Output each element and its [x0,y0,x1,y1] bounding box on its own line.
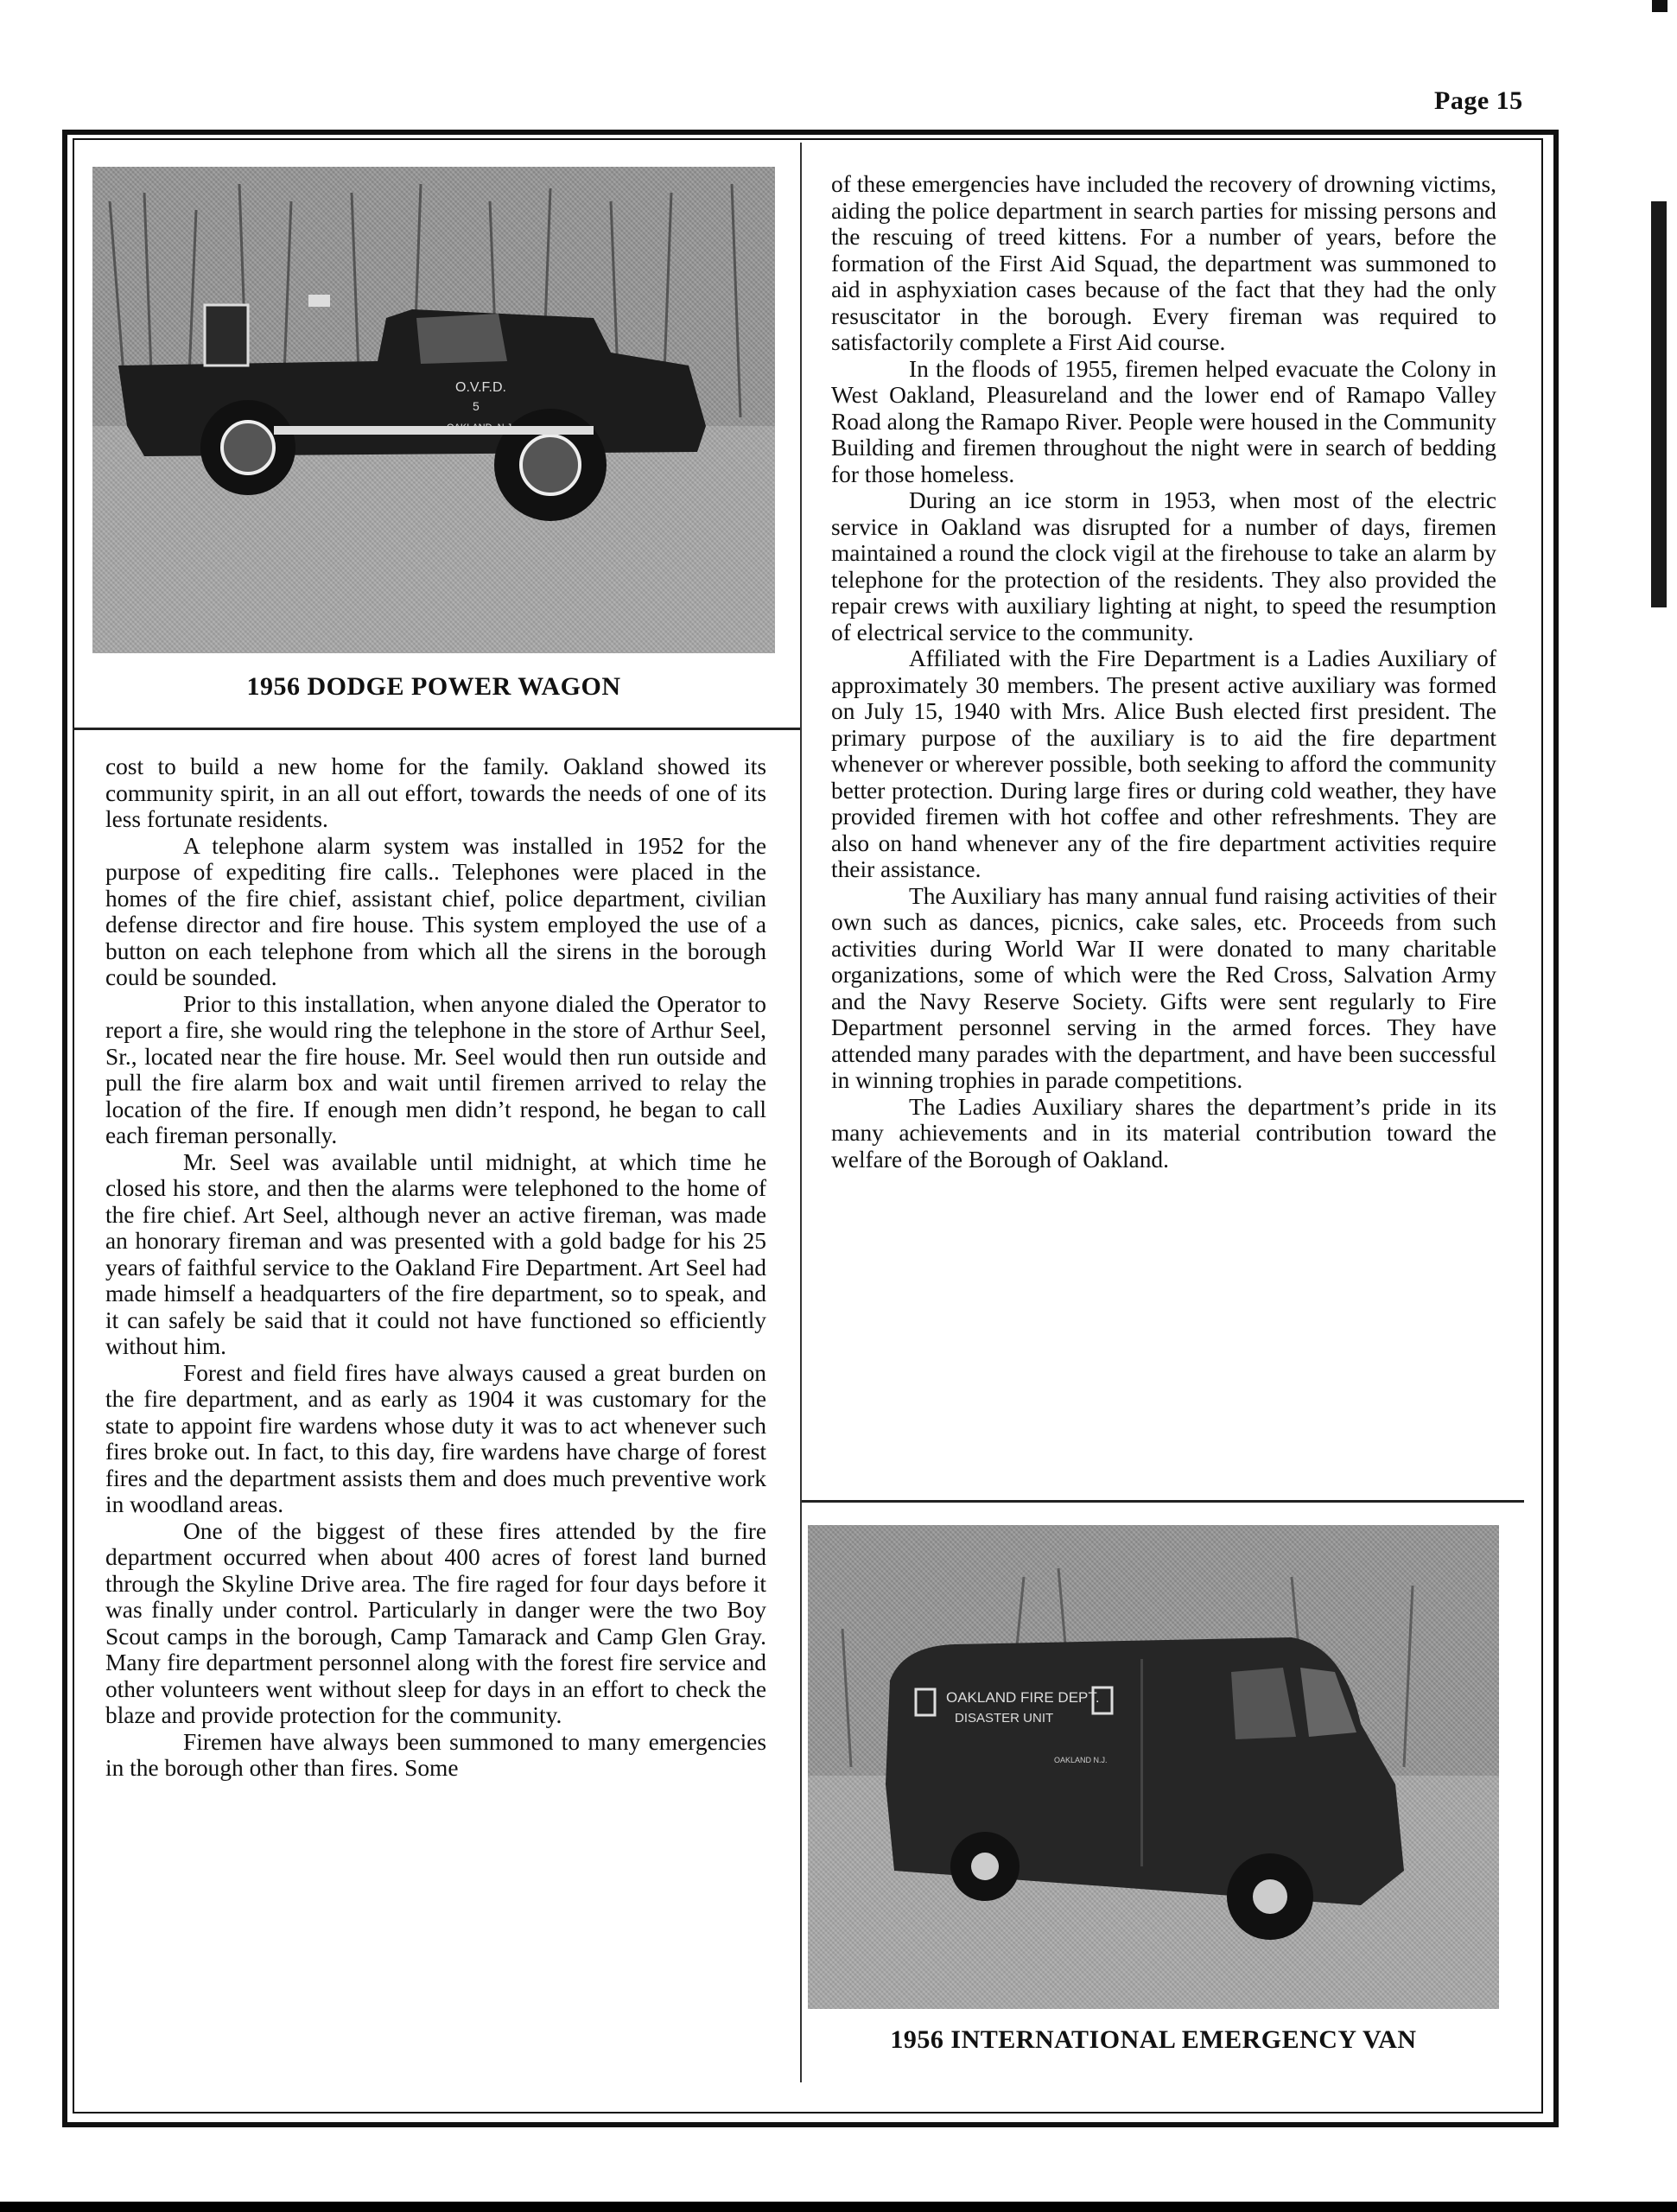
paragraph: Affiliated with the Fire Department is a Ladies Auxiliary of approximately 30 members. The present active auxiliary was formed on July 15, 1940 with Mrs. Alice Bush elected first president. The primary purpose of the auxiliary is to aid the fire department whenever or wherever possible, both seeking to afford the community better protection. During large fires or during cold weather, they have provided firemen with hot coffee and other refreshments. They are also on hand whenever any of the fire department activities require their assistance. [831,645,1496,882]
svg-text:OAKLAND, N.J.: OAKLAND, N.J. [447,423,515,433]
column-divider [800,143,802,2082]
article-column-right [831,171,1496,1173]
scan-artifact-corner [1652,0,1667,12]
paragraph: Mr. Seel was available until midnight, at which time he closed his store, and then the alarms were telephoned to the home of the fire chief. Art Seel, although never an active fireman, was made an honorary fireman and was presented with a gold badge for his 25 years of faithful service to the Oakland Fire Department. Art Seel had made himself a headquarters of the fire department, so to speak, and it can safely be said that it could not have functioned so efficiently without him. [105,1148,766,1359]
photo-caption-dodge: 1956 DODGE POWER WAGON [246,672,621,701]
paragraph: Forest and field fires have always caused a great burden on the fire department, and as early as 1904 it was customary for the state to appoint fire wardens whose duty it was to act whenever such fires broke out. In fact, to this day, fire wardens have charge of forest fires and the department assists them and does much preventive work in woodland areas. [105,1359,766,1517]
paragraph: of these emergencies have included the recovery of drowning victims, aiding the police department in search parties for missing persons and the rescuing of treed kittens. For a number of years, before the formation of the First Aid Squad, the department was summoned to aid in asphyxiation cases because of the fact that they had the only resuscitator in the borough. Every fireman was required to satisfactorily complete a First Aid course. [831,171,1496,355]
scan-artifact-bottom-bar [0,2202,1677,2212]
svg-text:OAKLAND N.J.: OAKLAND N.J. [1054,1756,1108,1764]
photo-dodge-power-wagon [92,167,775,653]
section-rule-left [73,728,800,730]
section-rule-right [802,1500,1524,1503]
paragraph: Firemen have always been summoned to many emergencies in the borough other than fires. Some [105,1728,766,1781]
svg-text:O.V.F.D.: O.V.F.D. [455,380,506,395]
svg-text:DISASTER UNIT: DISASTER UNIT [955,1711,1054,1726]
article-column-left [105,753,766,1782]
paragraph: Prior to this installation, when anyone dialed the Operator to report a fire, she would ring the telephone in the store of Arthur Seel, Sr., located near the fire house. Mr. Seel would then run outside and pull the fire alarm box and wait until firemen arrived to relay the location of the fire. If enough men didn’t respond, he began to call each fireman personally. [105,990,766,1148]
paragraph: In the floods of 1955, firemen helped evacuate the Colony in West Oakland, Pleasureland and the lower end of Ramapo Valley Road along the Ramapo River. People were housed in the Community Building and firemen throughout the night were in search of bedding for those homeless. [831,355,1496,487]
fire-truck-illustration [92,167,775,653]
paragraph: The Auxiliary has many annual fund raising activities of their own such as dances, picnics, cake sales, etc. Proceeds from such activities during World War II were donated to many charitable organizations, some of which were the Red Cross, Salvation Army and the Navy Reserve Society. Gifts were sent regularly to Fire Department personnel serving in the armed forces. They have attended many parades with the department, and have been successful in winning trophies in parade competitions. [831,882,1496,1093]
page-number: Page 15 [1434,86,1523,115]
svg-text:OAKLAND FIRE DEPT.: OAKLAND FIRE DEPT. [946,1689,1100,1706]
scan-artifact-edge-dark [1651,201,1667,607]
paragraph: One of the biggest of these fires attended by the fire department occurred when about 400 acres of forest land burned through the Skyline Drive area. The fire raged for four days before it was finally under control. Particularly in danger were the two Boy Scout camps in the borough, Camp Tamarack and Camp Glen Gray. Many fire department personnel along with the forest fire service and other volunteers went without sleep for days in an effort to check the blaze and provide protection for the community. [105,1517,766,1728]
paragraph: cost to build a new home for the family. Oakland showed its community spirit, in an all out effort, towards the needs of one of its less fortunate residents. [105,753,766,832]
paragraph: The Ladies Auxiliary shares the department’s pride in its many achievements and in its material contribution toward the welfare of the Borough of Oakland. [831,1093,1496,1173]
paragraph: During an ice storm in 1953, when most of the electric service in Oakland was disrupted for a number of days, firemen maintained a round the clock vigil at the firehouse to take an alarm by telephone for the protection of the residents. They also provided the repair crews with auxiliary lighting at night, to speed the resumption of electrical service to the community. [831,487,1496,645]
photo-international-van [808,1525,1499,2009]
svg-text:5: 5 [473,399,480,413]
photo-caption-van: 1956 INTERNATIONAL EMERGENCY VAN [890,2025,1417,2054]
paragraph: A telephone alarm system was installed in 1952 for the purpose of expediting fire calls.. Telephones were placed in the homes of the fire chief, assistant chief, police department, civilian defense director and fire house. This system employed the use of a button on each telephone from which all the sirens in the borough could be sounded. [105,832,766,990]
emergency-van-illustration [808,1525,1499,2009]
